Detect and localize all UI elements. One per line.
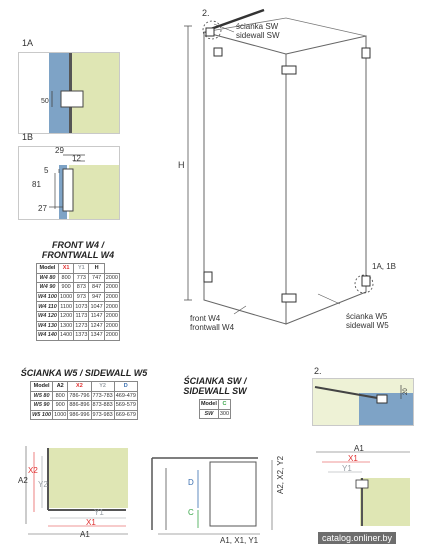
plan-a1: A1 (80, 530, 90, 539)
hinge-top (282, 66, 296, 74)
detail-1ab-ref-label: 1A, 1B (372, 262, 397, 271)
w5-line1: ścianka W5 (346, 312, 388, 321)
elev-a1-combo: A1, X1, Y1 (220, 536, 259, 545)
sw-table-block (180, 376, 250, 419)
br-y1: Y1 (342, 464, 352, 473)
w5-table-row (31, 401, 138, 411)
front-w4-callout (190, 314, 234, 332)
front-table-row (37, 331, 120, 341)
front-table-header-h: H (89, 264, 104, 274)
wall-profile (63, 169, 73, 211)
front-table-row (37, 302, 120, 312)
w5-table-cell: 800 (53, 391, 68, 401)
front-table-cell: 2000 (105, 294, 118, 301)
front-table-cell: 2000 (105, 322, 118, 329)
front-table-cell: 973 (74, 292, 89, 302)
sw-table-title-1: ŚCIANKA SW / (183, 376, 247, 386)
shower-enclosure-drawing (178, 4, 418, 344)
w5-table-cell: 469-479 (115, 392, 136, 399)
w5-table-header-a2: A2 (53, 382, 68, 392)
bracket-side-top (362, 48, 370, 58)
front-table-cell: 747 (89, 273, 104, 283)
w5-table-cell: W5 100 (32, 412, 52, 419)
top-outline (204, 18, 366, 36)
front-table-row (37, 292, 120, 302)
front-table-cell: W4 80 (37, 273, 59, 283)
front-table-cell: 1273 (75, 322, 88, 329)
w5-table-header-d: D (114, 382, 137, 392)
side-panel-w5 (286, 36, 366, 324)
elev-h-combo: A2, X2, Y2 (276, 455, 285, 494)
front-table-cell: 900 (58, 283, 73, 293)
detail-1a-drawing (19, 53, 119, 133)
detail-1b-label: 1B (22, 132, 34, 142)
front-table-cell: 2000 (105, 313, 118, 320)
w5-table-cell: 569-579 (115, 402, 136, 409)
w5-table-cell: W5 90 (31, 401, 53, 411)
plan-wall (48, 448, 128, 508)
sw-table (199, 399, 231, 419)
hinge-bottom (282, 294, 296, 302)
dim-20-text: 20 (403, 388, 409, 395)
front-table-cell: 773 (74, 273, 89, 283)
elev-c: C (188, 508, 194, 517)
w5-table (30, 381, 138, 420)
watermark: catalog.onliner.by (318, 532, 396, 544)
dim-29-text: 29 (55, 146, 64, 155)
plan-y2: Y2 (38, 480, 48, 489)
plan-y1: Y1 (94, 508, 104, 517)
front-table-cell: 1373 (75, 332, 88, 339)
detail-2-inset (312, 378, 414, 426)
detail-2-label: 2. (314, 366, 322, 376)
front-table-header-model: Model (37, 264, 59, 274)
front-table-cell: 2000 (105, 274, 118, 281)
front-table-cell: W4 90 (37, 283, 59, 293)
w5-table-cell: 786-796 (69, 392, 90, 399)
sw-table-cell: 300 (219, 410, 230, 417)
front-table-cell: 873 (74, 283, 89, 293)
w5-table-block (6, 368, 162, 420)
stabilizer-clamp (377, 395, 387, 403)
front-table-cell: 1247 (90, 322, 103, 329)
sw-table-cell: SW (199, 409, 218, 419)
front-table-cell: W4 110 (38, 303, 57, 310)
front-table-cell: 1047 (90, 303, 103, 310)
bracket-front-bottom (204, 272, 212, 282)
w5-table-title: ŚCIANKA W5 / SIDEWALL W5 (20, 368, 148, 378)
detail-1a-inset (18, 52, 120, 134)
w5-line2: sidewall W5 (346, 321, 389, 330)
w5-leader (318, 294, 340, 304)
front-table-title-1: FRONT W4 / (52, 240, 104, 250)
sw-table-title-2: SIDEWALL SW (183, 386, 247, 396)
bottom-plan-drawing (18, 440, 138, 540)
front-table-header-row (37, 264, 120, 274)
dim-81-text: 81 (32, 180, 41, 189)
dim-27-text: 27 (38, 204, 47, 213)
front-table-row (37, 321, 120, 331)
front-table-cell: 847 (89, 283, 104, 293)
front-table-cell: 1347 (90, 332, 103, 339)
front-w4-line1: front W4 (190, 314, 221, 323)
sw-table-row (199, 409, 230, 419)
front-table-cell: 1173 (75, 313, 88, 320)
front-table-cell: 800 (58, 273, 73, 283)
bracket-front-top (214, 48, 222, 56)
w5-callout (346, 312, 389, 330)
front-table-row (37, 273, 120, 283)
w5-table-cell: 873-883 (92, 402, 113, 409)
w5-table-header-row (31, 382, 138, 392)
sw-table-header-c: C (218, 400, 230, 410)
panel-outline (210, 462, 256, 526)
sidewall-sw-callout (236, 22, 280, 40)
w5-table-cell: 986-996 (69, 412, 90, 419)
w5-table-cell: W5 80 (31, 391, 53, 401)
front-w4-table-block (26, 240, 130, 341)
w5-table-row (31, 391, 138, 401)
sw-table-header-row (199, 400, 230, 410)
plan-x1: X1 (86, 518, 96, 527)
sidewall-sw-line2: sidewall SW (236, 31, 280, 40)
br-x1: X1 (348, 454, 358, 463)
front-table-cell: 1073 (75, 303, 88, 310)
clamp (356, 480, 368, 488)
sidewall-sw-line1: ścianka SW (236, 22, 279, 31)
plan-x2: X2 (28, 466, 38, 475)
w5-table-cell: 886-896 (69, 402, 90, 409)
w5-table-header-y2: Y2 (91, 382, 114, 392)
front-table-row (37, 311, 120, 321)
wall-bracket (61, 91, 83, 107)
detail-2-ref-label: 2. (202, 8, 210, 18)
bracket-side-bottom (362, 276, 370, 286)
detail-1a-label: 1A (22, 38, 34, 48)
front-table-cell: W4 120 (38, 313, 57, 320)
front-table-cell: 1400 (59, 332, 73, 339)
elev-d: D (188, 478, 194, 487)
front-table-cell: 2000 (105, 332, 118, 339)
w5-table-cell: 900 (53, 401, 68, 411)
front-table-cell: 1100 (60, 303, 73, 310)
front-table-cell: 947 (89, 292, 104, 302)
br-a1: A1 (354, 444, 364, 453)
w5-table-cell: 773-783 (92, 392, 113, 399)
dim-12-text: 12 (72, 154, 81, 163)
front-table-cell: 1000 (59, 294, 73, 301)
front-table-cell: W4 100 (38, 294, 57, 301)
sw-table-header-model: Model (200, 401, 217, 408)
w5-table-cell: 973-983 (92, 412, 113, 419)
front-w4-line2: frontwall W4 (190, 323, 235, 332)
front-table-header-y1: Y1 (74, 264, 89, 274)
front-table-header-x1: X1 (58, 264, 73, 274)
detail-2-drawing (313, 379, 413, 425)
front-table-cell: W4 130 (38, 322, 57, 329)
front-table-cell: 1200 (59, 313, 73, 320)
stabilizer-clamp (206, 28, 214, 36)
w5-table-header-model: Model (31, 382, 53, 392)
plan-a2: A2 (18, 476, 28, 485)
front-table-cell: 2000 (105, 303, 118, 310)
front-leader (234, 306, 246, 314)
w5-table-header-x2: X2 (68, 382, 91, 392)
front-table-cell: 1300 (59, 322, 73, 329)
height-label: H (178, 160, 185, 170)
bottom-right-drawing (312, 444, 418, 534)
front-table-cell: 1147 (90, 313, 103, 320)
front-w4-table (36, 263, 120, 341)
front-table-cell: W4 140 (38, 332, 57, 339)
w5-table-cell: 669-679 (115, 412, 136, 419)
dim-5-text: 5 (44, 166, 49, 175)
w5-table-cell: 1000 (54, 412, 67, 419)
wall-surface (69, 165, 119, 219)
front-panel-w4 (204, 32, 286, 324)
w5-table-row (31, 410, 138, 420)
dim-50-text: 50 (41, 98, 49, 105)
front-table-row (37, 283, 120, 293)
front-table-cell: 2000 (105, 284, 118, 291)
front-table-title-2: FRONTWALL W4 (41, 250, 115, 260)
